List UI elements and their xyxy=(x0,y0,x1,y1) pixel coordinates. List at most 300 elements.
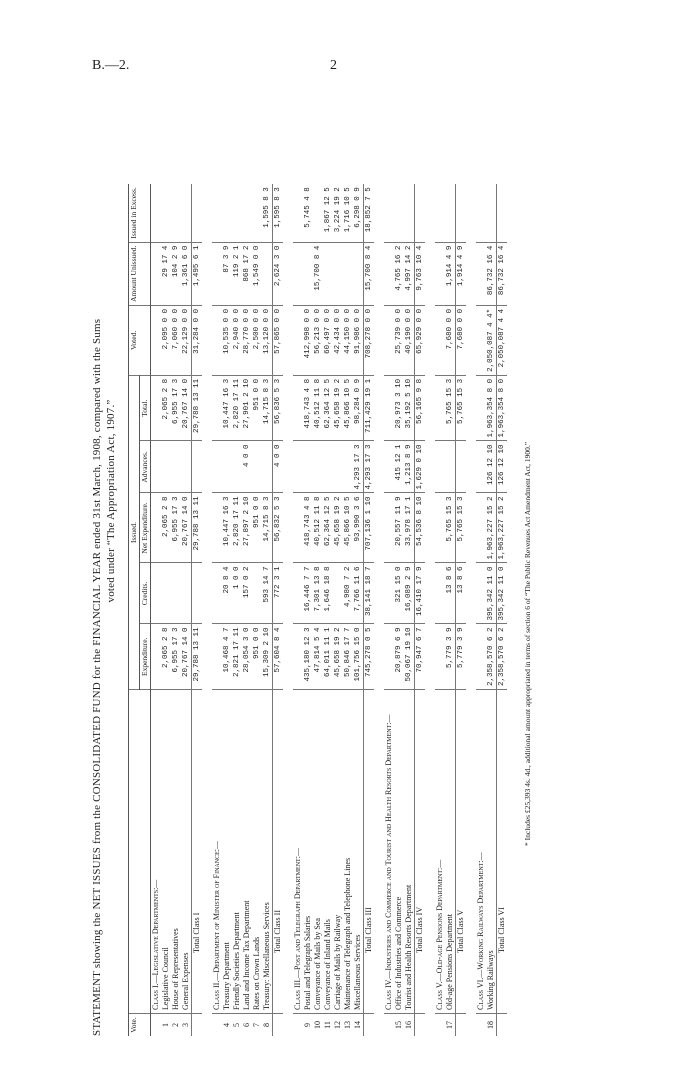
amount-exp: 20,879 6 9 xyxy=(394,624,404,690)
vote-number: 6 xyxy=(242,1023,251,1027)
amount-excess: 5,745 4 8 xyxy=(303,184,313,242)
total-exp: 70,947 6 7 xyxy=(415,624,426,690)
total-net: 56,832 5 3 xyxy=(273,493,284,563)
total-unissued: 86,732 16 4 xyxy=(497,242,508,305)
item-name: General Expenses xyxy=(181,690,192,1014)
amount-net: 93,990 3 6 xyxy=(353,493,364,563)
total-adv: 4,293 17 3 xyxy=(364,441,375,493)
title-line-1: STATEMENT showing the NET ISSUES from the CONSOLIDATED FUND for the FINANCIAL YEAR ended 31st March, 1908, compared with the Sums xyxy=(91,318,103,1036)
amount-voted: 2,050,087 4 4* xyxy=(486,305,497,375)
vote-number: 4 xyxy=(222,1023,231,1027)
vote-cell xyxy=(384,1014,394,1037)
total-net: 1,963,227 15 2 xyxy=(497,493,508,563)
total-net: 29,788 13 11 xyxy=(192,493,203,563)
amount-excess xyxy=(445,184,456,242)
amount-total: 45,658 19 2 xyxy=(333,375,343,441)
total-voted: 2,050,087 4 4 xyxy=(497,305,508,375)
amount-net: 14,715 8 3 xyxy=(262,493,273,563)
amount-voted: 44,150 0 0 xyxy=(343,305,353,375)
col-advances: Advances. xyxy=(140,441,151,493)
amount-exp: 101,756 15 0 xyxy=(353,624,364,690)
amount-total: 35,192 5 10 xyxy=(404,375,415,441)
amount-net: 2,065 2 8 xyxy=(161,493,171,563)
empty-cell xyxy=(435,563,445,624)
amount-exp: 20,767 14 0 xyxy=(181,624,192,690)
total-cred: 38,141 18 7 xyxy=(364,563,375,624)
empty-cell xyxy=(212,441,222,493)
amount-adv xyxy=(445,441,456,493)
total-excess xyxy=(497,184,508,242)
total-label: Total Class VI xyxy=(497,690,508,1014)
spacer-cell xyxy=(507,184,517,1036)
amount-exp: 10,468 4 7 xyxy=(222,624,232,690)
amount-unissued xyxy=(262,242,273,305)
amount-exp: 5,779 3 9 xyxy=(445,624,456,690)
total-exp: 745,278 0 5 xyxy=(364,624,375,690)
empty-cell xyxy=(151,242,162,305)
vote-number: 1 xyxy=(161,1023,170,1027)
empty-cell xyxy=(384,375,394,441)
total-label: Total Class I xyxy=(192,690,203,1014)
table-row xyxy=(303,184,313,1036)
empty-cell xyxy=(384,493,394,563)
total-cred: 16,410 17 9 xyxy=(415,563,426,624)
total-voted: 7,680 0 0 xyxy=(456,305,467,375)
amount-adv: 415 12 1 xyxy=(394,441,404,493)
empty-cell xyxy=(293,493,303,563)
total-unissued: 1,495 6 1 xyxy=(192,242,203,305)
amount-voted: 2,095 0 0 xyxy=(161,305,171,375)
empty-cell xyxy=(293,441,303,493)
col-credits: Credits. xyxy=(140,563,151,624)
amount-net: 40,512 11 8 xyxy=(313,493,323,563)
amount-total: 6,955 17 3 xyxy=(171,375,181,441)
table-row xyxy=(445,184,456,1036)
amount-adv xyxy=(222,441,232,493)
amount-exp: 6,955 17 3 xyxy=(171,624,181,690)
spacer-row xyxy=(466,184,476,1036)
amount-exp: 50,846 17 7 xyxy=(343,624,353,690)
item-name: Tourist and Health Resorts Department xyxy=(404,690,415,1014)
empty-cell xyxy=(476,242,486,305)
total-exp: 57,604 8 4 xyxy=(273,624,284,690)
empty-cell xyxy=(476,184,486,242)
amount-adv xyxy=(333,441,343,493)
amount-total: 5,765 15 3 xyxy=(445,375,456,441)
amount-excess: 1,595 8 3 xyxy=(262,184,273,242)
total-net: 707,136 1 10 xyxy=(364,493,375,563)
total-adv: 126 12 10 xyxy=(497,441,508,493)
amount-unissued xyxy=(353,242,364,305)
total-adv xyxy=(456,441,467,493)
amount-net: 62,364 12 5 xyxy=(323,493,333,563)
vote-number: 9 xyxy=(303,1023,312,1027)
item-name: Conveyance of Inland Mails xyxy=(323,690,333,1014)
amount-exp: 28,054 3 0 xyxy=(242,624,252,690)
amount-total: 98,284 0 9 xyxy=(353,375,364,441)
item-name: Old-age Pensions Department xyxy=(445,690,456,1014)
amount-excess xyxy=(232,184,242,242)
total-total: 29,788 13 11 xyxy=(192,375,203,441)
item-name: Friendly Societies Department xyxy=(232,690,242,1014)
amount-total: 951 0 0 xyxy=(252,375,262,441)
vote-number: 5 xyxy=(232,1023,241,1027)
page-identifier: B.—2. xyxy=(92,58,130,73)
total-voted: 57,865 0 0 xyxy=(273,305,284,375)
empty-cell xyxy=(476,624,486,690)
footnote: * Includes £25,393 4s. 4d., additional amount appropriated in terms of section 6 of “The Public Revenues Act Amendment Act, 1900.” xyxy=(523,441,532,846)
empty-cell xyxy=(151,493,162,563)
class-heading-row xyxy=(151,184,162,1036)
amount-voted: 91,986 0 0 xyxy=(353,305,364,375)
amount-unissued xyxy=(333,242,343,305)
amount-cred: 13 8 6 xyxy=(445,563,456,624)
empty-cell xyxy=(212,375,222,441)
col-expenditure: Expenditure. xyxy=(140,624,151,690)
amount-net: 5,765 15 3 xyxy=(445,493,456,563)
empty-cell xyxy=(293,242,303,305)
amount-voted: 42,434 0 0 xyxy=(333,305,343,375)
spacer-cell xyxy=(374,184,384,1036)
amount-adv xyxy=(181,441,192,493)
vote-number: 18 xyxy=(486,1021,495,1029)
empty-cell xyxy=(384,624,394,690)
table-row xyxy=(232,184,242,1036)
amount-exp: 2,821 17 11 xyxy=(232,624,242,690)
table-row xyxy=(323,184,333,1036)
amount-adv xyxy=(313,441,323,493)
class-title: Class IV.—Industries and Commerce and Tourist and Health Resorts Department:— xyxy=(384,690,394,1014)
amount-voted: 40,190 0 0 xyxy=(404,305,415,375)
spacer-cell xyxy=(466,184,476,1036)
item-name: House of Representatives xyxy=(171,690,181,1014)
amount-excess xyxy=(313,184,323,242)
spacer-row xyxy=(283,184,293,1036)
total-row xyxy=(497,184,508,1036)
empty-cell xyxy=(384,184,394,242)
amount-unissued: 87 3 9 xyxy=(222,242,232,305)
amount-unissued xyxy=(303,242,313,305)
amount-adv xyxy=(232,441,242,493)
table-row xyxy=(171,184,181,1036)
empty-cell xyxy=(435,184,445,242)
vote-cell xyxy=(293,1014,303,1037)
amount-total: 2,065 2 8 xyxy=(161,375,171,441)
amount-exp: 50,067 19 10 xyxy=(404,624,415,690)
amount-total: 20,767 14 0 xyxy=(181,375,192,441)
empty-cell xyxy=(212,624,222,690)
amount-net: 2,820 17 11 xyxy=(232,493,242,563)
total-adv xyxy=(192,441,203,493)
spacer-row xyxy=(202,184,212,1036)
amount-cred xyxy=(161,563,171,624)
amount-cred: 16,446 7 7 xyxy=(303,563,313,624)
empty-cell xyxy=(435,441,445,493)
amount-total: 418,743 4 8 xyxy=(303,375,313,441)
amount-cred xyxy=(171,563,181,624)
table-row xyxy=(333,184,343,1036)
item-name: Miscellaneous Services xyxy=(353,690,364,1014)
amount-cred: 1 0 0 xyxy=(232,563,242,624)
class-title: Class V.—Old-age Pensions Department:— xyxy=(435,690,445,1014)
total-total: 1,963,354 8 0 xyxy=(497,375,508,441)
item-name: Treasury: Miscellaneous Services xyxy=(262,690,273,1014)
amount-exp: 47,814 5 4 xyxy=(313,624,323,690)
total-cred: 395,342 11 0 xyxy=(497,563,508,624)
item-name: Legislative Council xyxy=(161,690,171,1014)
amount-cred: 395,342 11 0 xyxy=(486,563,497,624)
vote-number: 3 xyxy=(181,1023,190,1027)
vote-number: 17 xyxy=(445,1021,454,1029)
total-excess xyxy=(192,184,203,242)
vote-cell xyxy=(212,1014,222,1037)
empty-cell xyxy=(384,563,394,624)
total-total: 56,836 5 3 xyxy=(273,375,284,441)
amount-unissued: 4,997 14 2 xyxy=(404,242,415,305)
vote-number: 13 xyxy=(343,1021,352,1029)
empty-cell xyxy=(212,305,222,375)
statement-title xyxy=(90,86,118,1036)
amount-adv: 126 12 10 xyxy=(486,441,497,493)
empty-cell xyxy=(476,375,486,441)
class-heading-row xyxy=(476,184,486,1036)
table-row xyxy=(353,184,364,1036)
empty-cell xyxy=(384,441,394,493)
amount-excess xyxy=(161,184,171,242)
amount-unissued: 868 17 2 xyxy=(242,242,252,305)
amount-total: 14,715 8 3 xyxy=(262,375,273,441)
vote-number: 7 xyxy=(252,1023,261,1027)
table-row xyxy=(242,184,252,1036)
amount-adv xyxy=(171,441,181,493)
amount-total: 2,820 17 11 xyxy=(232,375,242,441)
amount-net: 45,658 19 2 xyxy=(333,493,343,563)
amount-excess: 6,298 0 9 xyxy=(353,184,364,242)
col-excess: Issued in Excess. xyxy=(129,184,151,242)
total-row xyxy=(364,184,375,1036)
class-heading-row xyxy=(384,184,394,1036)
item-name: Postal and Telegraph Salaries xyxy=(303,690,313,1014)
total-exp: 2,358,570 6 2 xyxy=(497,624,508,690)
amount-net: 418,743 4 8 xyxy=(303,493,313,563)
amount-adv xyxy=(323,441,333,493)
total-total: 711,429 19 1 xyxy=(364,375,375,441)
empty-cell xyxy=(293,375,303,441)
empty-cell xyxy=(476,441,486,493)
amount-cred xyxy=(252,563,262,624)
statement-table xyxy=(128,184,517,1036)
amount-excess xyxy=(181,184,192,242)
amount-excess xyxy=(252,184,262,242)
amount-excess xyxy=(394,184,404,242)
col-vote: Vote. xyxy=(129,1014,151,1037)
amount-cred: 157 0 2 xyxy=(242,563,252,624)
col-total: Total. xyxy=(140,375,151,441)
table-row xyxy=(486,184,497,1036)
amount-adv xyxy=(343,441,353,493)
vote-number: 12 xyxy=(333,1021,342,1029)
amount-total: 27,901 2 10 xyxy=(242,375,252,441)
amount-exp: 951 0 0 xyxy=(252,624,262,690)
amount-unissued: 119 2 1 xyxy=(232,242,242,305)
amount-unissued: 1,361 6 0 xyxy=(181,242,192,305)
empty-cell xyxy=(435,242,445,305)
amount-voted: 10,535 0 0 xyxy=(222,305,232,375)
total-adv: 4 0 0 xyxy=(273,441,284,493)
spacer-cell xyxy=(425,184,435,1036)
amount-voted: 60,497 0 0 xyxy=(323,305,333,375)
amount-adv: 1,213 8 9 xyxy=(404,441,415,493)
class-title: Class VI.—Working Railways Department:— xyxy=(476,690,486,1014)
total-row xyxy=(192,184,203,1036)
spacer-cell xyxy=(283,184,293,1036)
amount-cred: 1,646 18 8 xyxy=(323,563,333,624)
amount-unissued: 29 17 4 xyxy=(161,242,171,305)
amount-voted: 2,940 0 0 xyxy=(232,305,242,375)
empty-cell xyxy=(435,493,445,563)
item-name: Working Railways xyxy=(486,690,497,1014)
class-title: Class III.—Post and Telegraph Department:— xyxy=(293,690,303,1014)
amount-cred: 4,980 7 2 xyxy=(343,563,353,624)
table-row xyxy=(222,184,232,1036)
amount-unissued: 4,765 16 2 xyxy=(394,242,404,305)
total-excess: 1,595 8 3 xyxy=(273,184,284,242)
amount-voted: 2,500 0 0 xyxy=(252,305,262,375)
amount-total: 20,973 3 10 xyxy=(394,375,404,441)
empty-cell xyxy=(212,563,222,624)
empty-cell xyxy=(212,493,222,563)
total-cred xyxy=(192,563,203,624)
vote-number: 11 xyxy=(323,1021,332,1029)
total-label: Total Class II xyxy=(273,690,284,1014)
amount-exp: 2,358,570 6 2 xyxy=(486,624,497,690)
empty-cell xyxy=(435,375,445,441)
amount-voted: 13,120 0 0 xyxy=(262,305,273,375)
amount-unissued: 104 2 9 xyxy=(171,242,181,305)
table-row xyxy=(313,184,323,1036)
item-name: Carriage of Mails by Railway xyxy=(333,690,343,1014)
amount-voted: 28,770 0 0 xyxy=(242,305,252,375)
vote-number: 10 xyxy=(313,1021,322,1029)
rotated-statement xyxy=(90,86,700,1036)
amount-excess xyxy=(404,184,415,242)
total-voted: 31,284 0 0 xyxy=(192,305,203,375)
amount-unissued: 1,549 0 0 xyxy=(252,242,262,305)
amount-total: 40,512 11 8 xyxy=(313,375,323,441)
amount-cred: 20 8 4 xyxy=(222,563,232,624)
amount-excess: 1,716 10 5 xyxy=(343,184,353,242)
amount-net: 27,897 2 10 xyxy=(242,493,252,563)
amount-net: 10,447 16 3 xyxy=(222,493,232,563)
amount-adv xyxy=(161,441,171,493)
amount-voted: 7,060 0 0 xyxy=(171,305,181,375)
vote-number: 2 xyxy=(171,1023,180,1027)
amount-unissued xyxy=(323,242,333,305)
col-unissued: Amount Unissued. xyxy=(129,242,151,305)
spacer-row xyxy=(507,184,517,1036)
amount-excess xyxy=(171,184,181,242)
total-net: 5,765 15 3 xyxy=(456,493,467,563)
vote-cell xyxy=(364,1014,375,1037)
amount-net: 6,955 17 3 xyxy=(171,493,181,563)
table-row xyxy=(394,184,404,1036)
total-excess: 18,852 7 5 xyxy=(364,184,375,242)
amount-adv xyxy=(262,441,273,493)
amount-net: 45,866 10 5 xyxy=(343,493,353,563)
vote-number: 16 xyxy=(404,1021,413,1029)
empty-cell xyxy=(151,305,162,375)
spacer-row xyxy=(425,184,435,1036)
total-unissued: 2,624 3 0 xyxy=(273,242,284,305)
class-title: Class II.—Department of Minister of Finance:— xyxy=(212,690,222,1014)
amount-cred: 16,089 2 9 xyxy=(404,563,415,624)
page-number: 2 xyxy=(330,58,337,73)
empty-cell xyxy=(151,375,162,441)
total-row xyxy=(456,184,467,1036)
amount-voted: 22,129 0 0 xyxy=(181,305,192,375)
amount-net: 20,557 11 9 xyxy=(394,493,404,563)
empty-cell xyxy=(151,184,162,242)
total-label: Total Class IV xyxy=(415,690,426,1014)
amount-voted: 56,213 0 0 xyxy=(313,305,323,375)
table-row xyxy=(343,184,353,1036)
item-name: Office of Industries and Commerce xyxy=(394,690,404,1014)
vote-cell xyxy=(476,1014,486,1037)
total-total: 56,165 9 8 xyxy=(415,375,426,441)
amount-adv xyxy=(252,441,262,493)
item-name: Land and Income Tax Department xyxy=(242,690,252,1014)
vote-cell xyxy=(192,1014,203,1037)
empty-cell xyxy=(384,305,394,375)
empty-cell xyxy=(476,563,486,624)
vote-number: 14 xyxy=(353,1021,362,1029)
amount-voted: 25,739 0 0 xyxy=(394,305,404,375)
amount-exp: 45,658 19 2 xyxy=(333,624,343,690)
total-row xyxy=(273,184,284,1036)
col-issued: Issued. xyxy=(129,375,140,689)
amount-total: 10,447 16 3 xyxy=(222,375,232,441)
table-row xyxy=(181,184,192,1036)
total-voted: 708,278 0 0 xyxy=(364,305,375,375)
spacer-row xyxy=(374,184,384,1036)
amount-cred: 7,766 11 6 xyxy=(353,563,364,624)
amount-net: 20,767 14 0 xyxy=(181,493,192,563)
empty-cell xyxy=(293,184,303,242)
col-net-expenditure: Net Expenditure. xyxy=(140,493,151,563)
amount-exp: 435,180 12 3 xyxy=(303,624,313,690)
total-unissued: 15,700 8 4 xyxy=(364,242,375,305)
amount-exp: 15,309 2 10 xyxy=(262,624,273,690)
total-exp: 29,788 13 11 xyxy=(192,624,203,690)
class-heading-row xyxy=(435,184,445,1036)
item-name: Maintenance of Telegraph and Telephone Lines xyxy=(343,690,353,1014)
class-heading-row xyxy=(293,184,303,1036)
total-net: 54,536 8 10 xyxy=(415,493,426,563)
amount-excess xyxy=(222,184,232,242)
empty-cell xyxy=(293,563,303,624)
amount-excess xyxy=(486,184,497,242)
amount-excess: 3,224 19 2 xyxy=(333,184,343,242)
empty-cell xyxy=(212,184,222,242)
amount-net: 33,978 17 1 xyxy=(404,493,415,563)
amount-cred xyxy=(181,563,192,624)
amount-cred: 593 14 7 xyxy=(262,563,273,624)
empty-cell xyxy=(151,441,162,493)
table-row xyxy=(252,184,262,1036)
empty-cell xyxy=(293,624,303,690)
title-line-2: voted under “The Appropriation Act, 1907.” xyxy=(105,399,117,603)
empty-cell xyxy=(212,242,222,305)
